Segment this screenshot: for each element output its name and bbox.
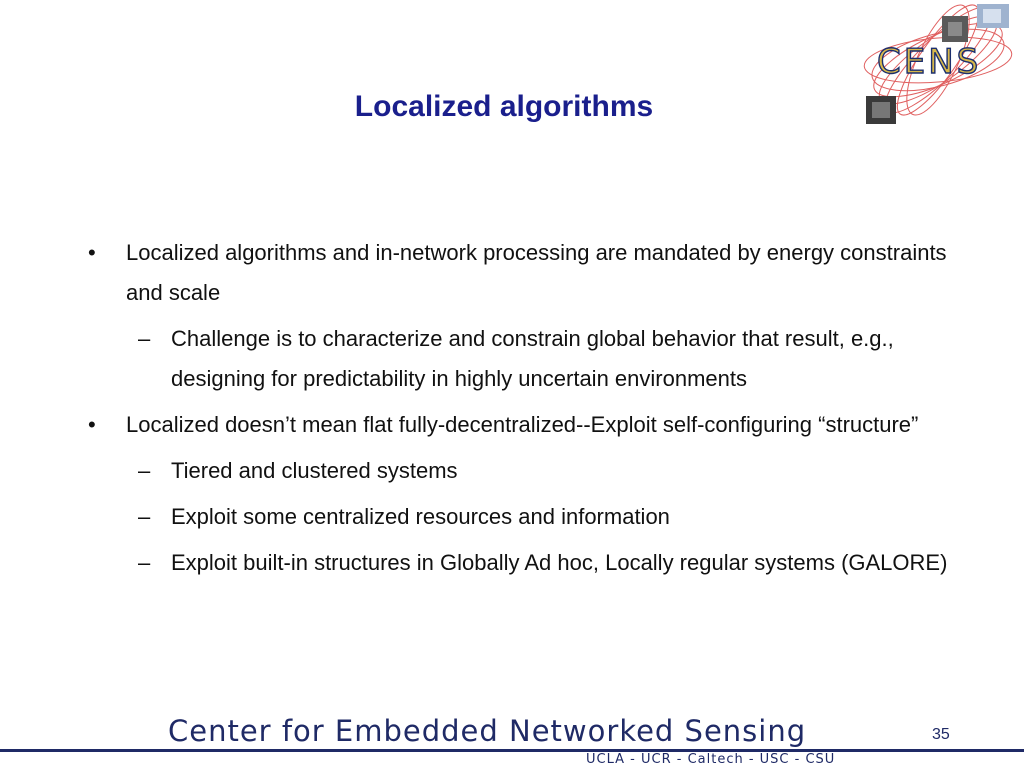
sub-bullet-item-1 — [88, 319, 948, 399]
slide-title: Localized algorithms — [354, 90, 654, 123]
bullet-text: Localized algorithms and in-network processing are mandated by energy constraints and scale — [126, 240, 947, 305]
footer-title: Center for Embedded Networked Sensing — [168, 714, 807, 748]
dash-marker: – — [138, 504, 151, 529]
logo-text: CENS — [877, 42, 982, 82]
footer-institutions: UCLA - UCR - Caltech - USC - CSU — [586, 752, 836, 767]
bullet-item-2 — [88, 405, 948, 445]
bullet-text: Localized doesn’t mean flat fully-decentralized--Exploit self-configuring “structure” — [126, 412, 919, 437]
sub-bullet-text: Exploit some centralized resources and information — [171, 504, 670, 529]
cens-logo — [852, 0, 1024, 150]
bullet-list — [88, 233, 948, 589]
sub-bullet-text: Challenge is to characterize and constrain global behavior that result, e.g., designing for predictability in highly uncertain environments — [171, 326, 894, 391]
page-number: 35 — [932, 726, 950, 743]
dash-marker: – — [138, 550, 151, 575]
bullet-item-1 — [88, 233, 948, 313]
sub-bullet-text: Tiered and clustered systems — [171, 458, 458, 483]
dash-marker: – — [138, 326, 151, 351]
sub-bullet-item-4 — [88, 543, 948, 583]
sub-bullet-item-2 — [88, 451, 948, 491]
bullet-marker: • — [88, 240, 96, 265]
sub-bullet-text: Exploit built-in structures in Globally Ad hoc, Locally regular systems (GALORE) — [171, 550, 948, 575]
dash-marker: – — [138, 458, 151, 483]
footer-divider — [0, 749, 1024, 752]
bullet-marker: • — [88, 412, 96, 437]
sub-bullet-item-3 — [88, 497, 948, 537]
